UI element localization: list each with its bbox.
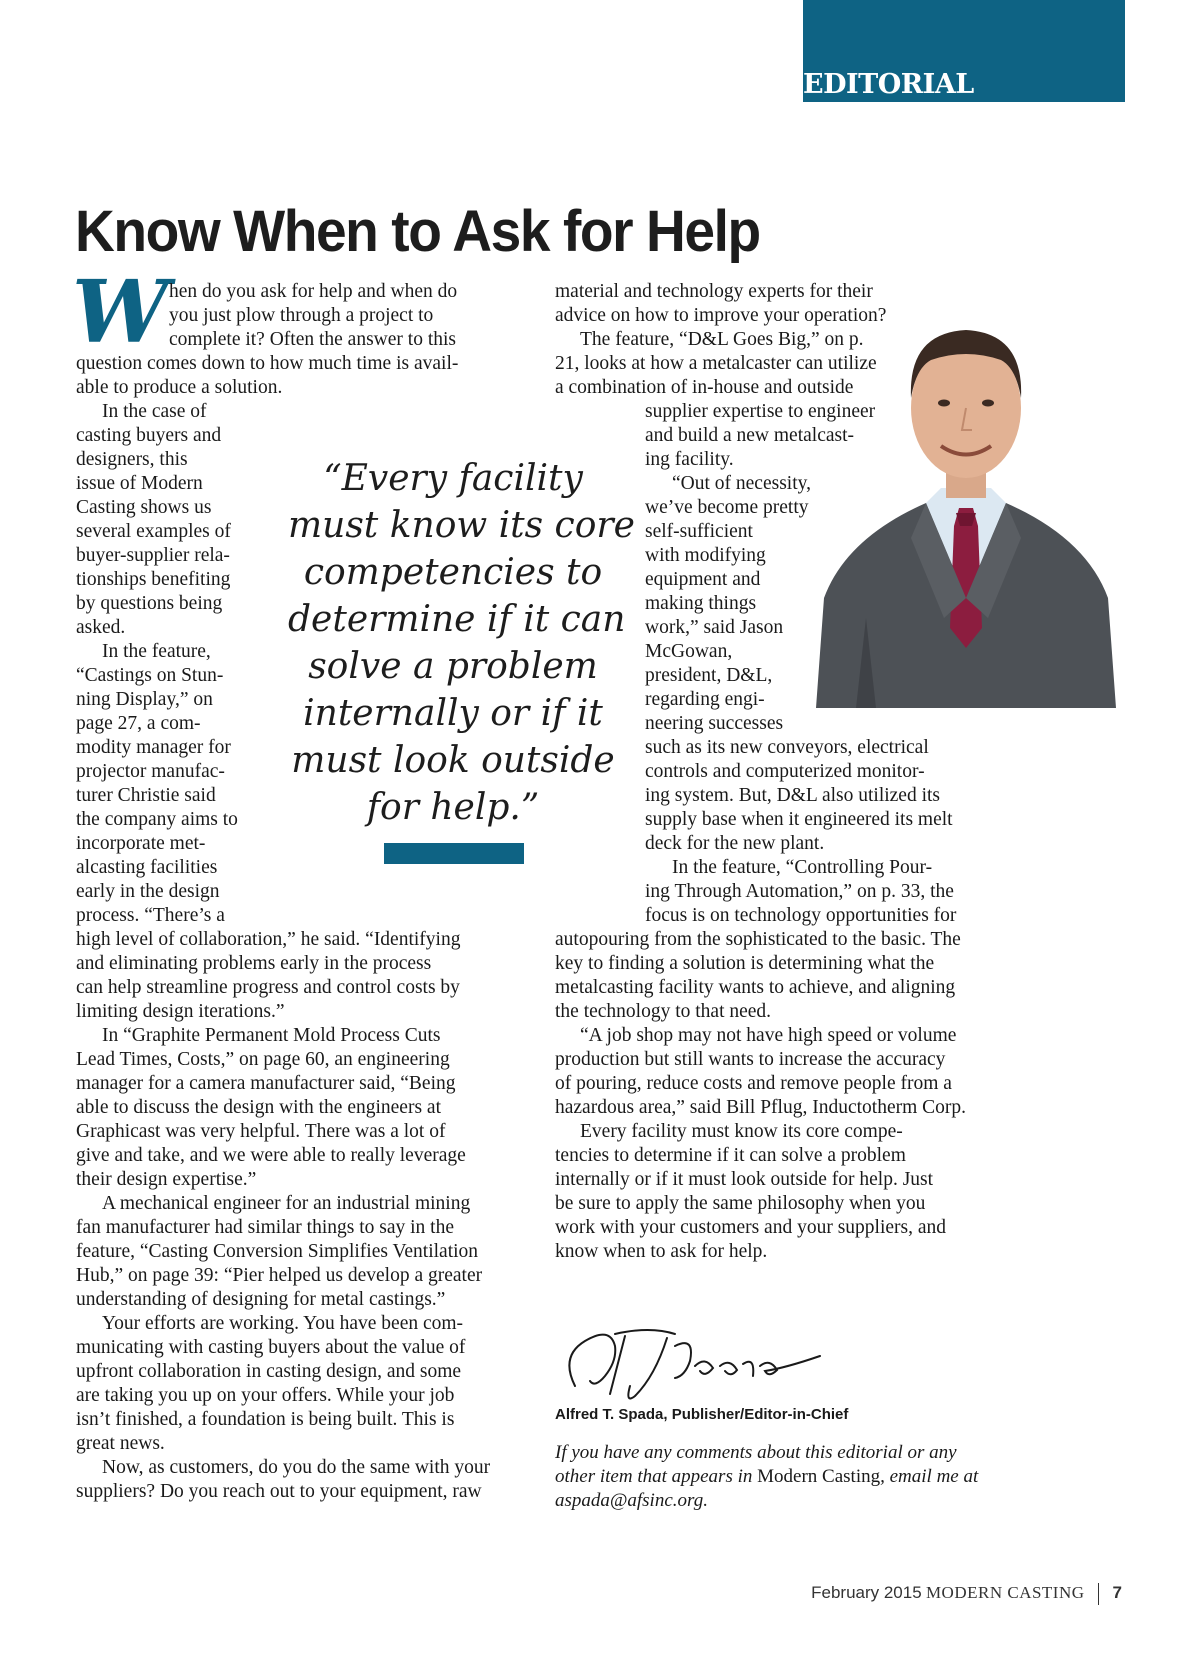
body-line: tencies to determine if it can solve a problem (555, 1145, 906, 1166)
body-line: buyer-supplier rela- (76, 545, 230, 566)
body-line: material and technology experts for their (555, 281, 873, 302)
body-line: tionships benefiting (76, 569, 231, 590)
body-line: we’ve become pretty (645, 497, 809, 518)
body-line: ing system. But, D&L also utilized its (645, 785, 941, 806)
author-photo (816, 298, 1116, 708)
body-line: fan manufacturer had similar things to say in the (76, 1217, 454, 1238)
body-line: such as its new conveyors, electrical (645, 737, 929, 758)
body-line: of pouring, reduce costs and remove people from a (555, 1073, 952, 1094)
body-line: supplier expertise to engineer (645, 401, 876, 422)
pull-quote-bar (384, 843, 524, 864)
body-line: understanding of designing for metal castings.” (76, 1289, 446, 1310)
body-line: able to produce a solution. (76, 377, 283, 398)
body-line: president, D&L, (645, 665, 773, 686)
page-number: 7 (1112, 1583, 1122, 1602)
body-line: modity manager for (76, 737, 231, 758)
body-line: Lead Times, Costs,” on page 60, an engineering (76, 1049, 450, 1070)
page-footer (811, 1582, 1122, 1605)
body-line: turer Christie said (76, 785, 216, 806)
pull-quote-line: solve a problem (308, 646, 598, 687)
body-line: process. “There’s a (76, 905, 225, 926)
body-line: focus is on technology opportunities for (645, 905, 957, 926)
body-line: complete it? Often the answer to this (169, 329, 456, 350)
body-line: ning Display,” on (76, 689, 213, 710)
headline: Know When to Ask for Help (75, 199, 760, 264)
body-line: controls and computerized monitor- (645, 761, 925, 782)
body-line: high level of collaboration,” he said. “Identifying (76, 929, 461, 950)
pull-quote-line: determine if it can (288, 599, 626, 640)
body-line: ing Through Automation,” on p. 33, the (645, 881, 954, 902)
body-line: great news. (76, 1433, 165, 1454)
body-line: hen do you ask for help and when do (169, 281, 458, 302)
body-line: question comes down to how much time is avail- (76, 353, 459, 374)
body-line: upfront collaboration in casting design, and some (76, 1361, 462, 1382)
body-line: alcasting facilities (76, 857, 218, 878)
body-line: work with your customers and your suppliers, and (555, 1217, 947, 1238)
body-line: their design expertise.” (76, 1169, 257, 1190)
body-line: give and take, and we were able to really leverage (76, 1145, 466, 1166)
body-line: Every facility must know its core compe- (580, 1121, 903, 1142)
footer-divider (1098, 1583, 1100, 1605)
pull-quote-line: must know its core (288, 505, 635, 546)
body-line: In the feature, (102, 641, 211, 662)
body-line: limiting design iterations.” (76, 1001, 285, 1022)
body-line: “Castings on Stun- (76, 665, 224, 686)
body-line: McGowan, (645, 641, 733, 662)
body-line: “Out of necessity, (672, 473, 811, 494)
body-line: making things (645, 593, 757, 614)
body-line: early in the design (76, 881, 220, 902)
body-line: feature, “Casting Conversion Simplifies Ventilation (76, 1241, 479, 1262)
body-line: The feature, “D&L Goes Big,” on p. (580, 329, 864, 350)
body-line: Now, as customers, do you do the same with your (102, 1457, 491, 1478)
magazine-title: MODERN CASTING (925, 1583, 1085, 1602)
body-line: A mechanical engineer for an industrial mining (102, 1193, 471, 1214)
body-line: are taking you up on your offers. While your job (76, 1385, 455, 1406)
pull-quote-line: internally or if it (303, 693, 603, 734)
body-line: Your efforts are working. You have been com- (102, 1313, 464, 1334)
body-line: isn’t finished, a foundation is being built. This is (76, 1409, 455, 1430)
body-line: Hub,” on page 39: “Pier helped us develop a greater (76, 1265, 483, 1286)
body-line: 21, looks at how a metalcaster can utilize (555, 353, 877, 374)
body-line: can help streamline progress and control costs by (76, 977, 460, 998)
body-line: autopouring from the sophisticated to the basic. The (555, 929, 961, 950)
body-line: issue of Modern (76, 473, 203, 494)
pull-quote-line: must look outside (291, 740, 615, 781)
signature (555, 1316, 825, 1406)
body-line: incorporate met- (76, 833, 206, 854)
body-line: designers, this (76, 449, 188, 470)
body-line: the company aims to (76, 809, 238, 830)
body-line: regarding engi- (645, 689, 765, 710)
body-line: a combination of in-house and outside (555, 377, 854, 398)
body-line: In “Graphite Permanent Mold Process Cuts (102, 1025, 441, 1046)
body-line: “A job shop may not have high speed or volume (580, 1025, 957, 1046)
body-line: asked. (76, 617, 126, 638)
body-line: page 27, a com- (76, 713, 201, 734)
body-line: projector manufac- (76, 761, 225, 782)
body-line: equipment and (645, 569, 761, 590)
body-line: metalcasting facility wants to achieve, and aligning (555, 977, 956, 998)
body-line: and build a new metalcast- (645, 425, 855, 446)
body-line: know when to ask for help. (555, 1241, 768, 1262)
body-line: neering successes (645, 713, 784, 734)
comment-note-line-1: If you have any comments about this editorial or any (555, 1442, 957, 1463)
body-line: supply base when it engineered its melt (645, 809, 953, 830)
body-line: deck for the new plant. (645, 833, 825, 854)
body-line: and eliminating problems early in the process (76, 953, 432, 974)
body-line: with modifying (645, 545, 766, 566)
pull-quote-line: for help.” (366, 787, 540, 828)
body-line: In the feature, “Controlling Pour- (672, 857, 933, 878)
pull-quote-line: “Every facility (323, 458, 583, 499)
body-line: casting buyers and (76, 425, 222, 446)
magazine-name: Modern Casting (757, 1466, 881, 1487)
body-line: advice on how to improve your operation? (555, 305, 887, 326)
body-line: able to discuss the design with the engineers at (76, 1097, 441, 1118)
body-line: work,” said Jason (645, 617, 784, 638)
body-line: production but still wants to increase the accuracy (555, 1049, 946, 1070)
drop-cap: W (72, 262, 169, 363)
body-line: be sure to apply the same philosophy when you (555, 1193, 926, 1214)
body-line: the technology to that need. (555, 1001, 772, 1022)
body-line: self-sufficient (645, 521, 753, 542)
body-line: municating with casting buyers about the value of (76, 1337, 466, 1358)
body-line: you just plow through a project to (169, 305, 434, 326)
byline: Alfred T. Spada, Publisher/Editor-in-Chief (555, 1406, 849, 1423)
issue-date: February 2015 (811, 1583, 922, 1602)
body-line: internally or if it must look outside for help. Just (555, 1169, 934, 1190)
body-line: manager for a camera manufacturer said, “Being (76, 1073, 456, 1094)
comment-note-line-2: other item that appears in Modern Casting, email me at (555, 1466, 979, 1487)
email-address[interactable]: aspada@afsinc.org. (555, 1490, 708, 1511)
body-line: Graphicast was very helpful. There was a lot of (76, 1121, 446, 1142)
body-line: several examples of (76, 521, 231, 542)
pull-quote-line: competencies to (303, 552, 603, 593)
body-line: ing facility. (645, 449, 734, 470)
body-line: suppliers? Do you reach out to your equipment, raw (76, 1481, 482, 1502)
body-line: by questions being (76, 593, 223, 614)
body-line: key to finding a solution is determining what the (555, 953, 935, 974)
body-line: In the case of (102, 401, 207, 422)
body-line: Casting shows us (76, 497, 212, 518)
body-line: hazardous area,” said Bill Pflug, Inductotherm Corp. (555, 1097, 967, 1118)
section-tab-label: EDITORIAL (803, 69, 974, 100)
